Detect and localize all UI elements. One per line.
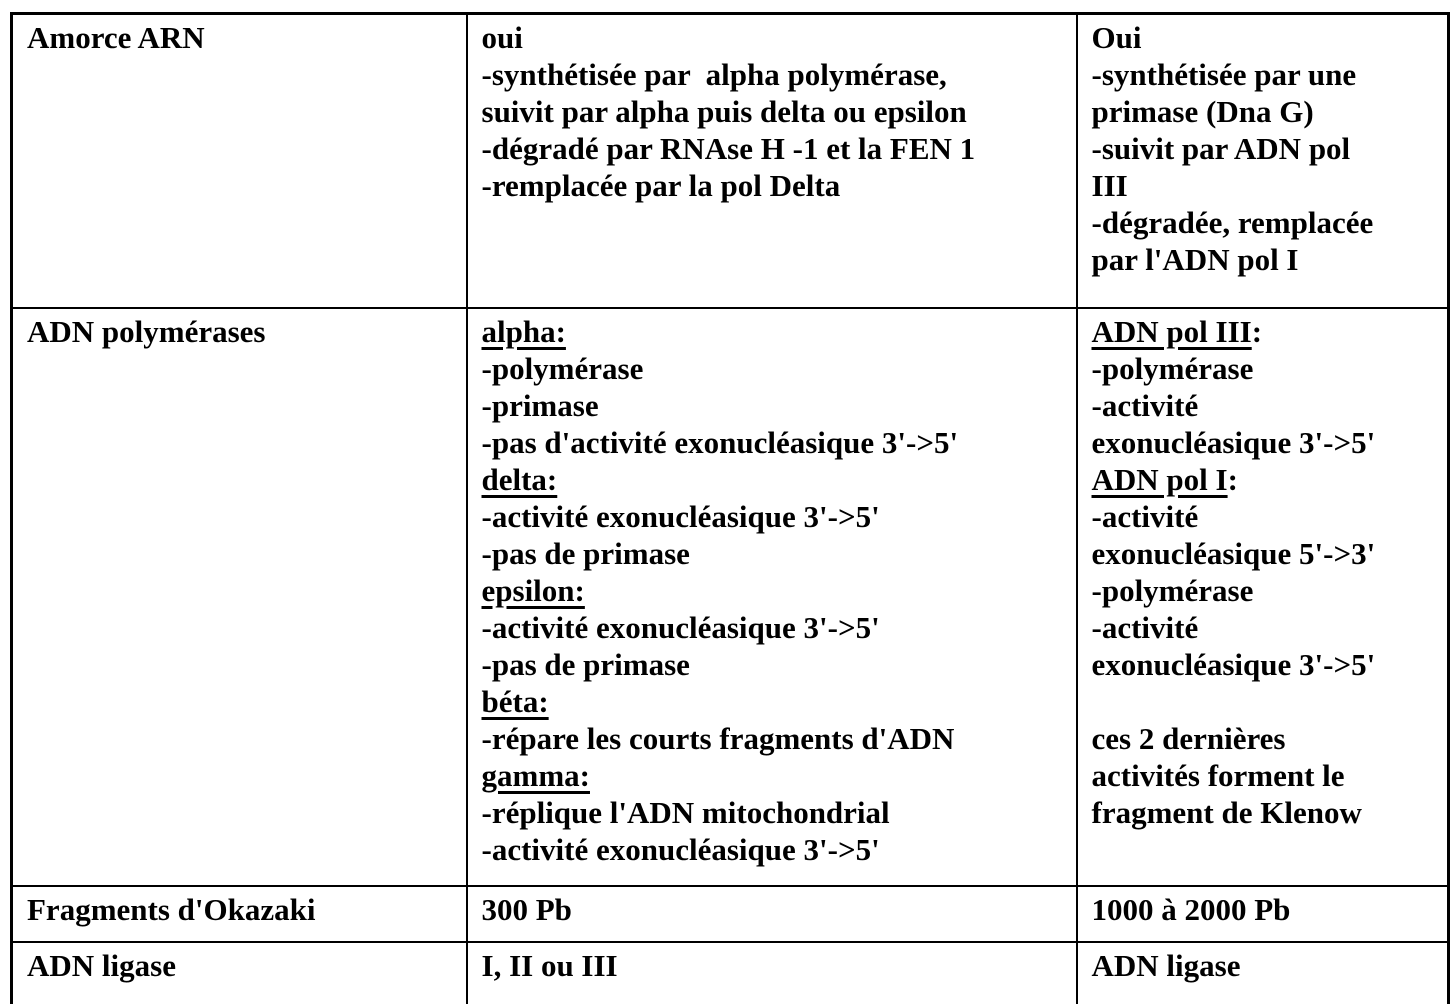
text-line: ADN ligase: [1091, 947, 1241, 983]
text-line: exonucléasique 3'->5': [1091, 646, 1376, 682]
text-line: alpha:: [481, 313, 566, 349]
text-line: oui: [481, 20, 523, 55]
text-line: III: [1091, 168, 1128, 203]
text-line: -polymérase: [1091, 350, 1254, 386]
col3-cell: [1077, 14, 1449, 308]
text-line: Fragments d'Okazaki: [27, 891, 316, 927]
text-line: exonucléasique 5'->3': [1091, 535, 1376, 571]
text-line: -pas d'activité exonucléasique 3'->5': [481, 424, 959, 460]
text-line: -polymérase: [481, 350, 644, 386]
text-line: ADN pol III:: [1091, 313, 1263, 349]
text-line: -polymérase: [1091, 572, 1254, 608]
text-line: ADN polymérases: [27, 313, 266, 349]
col2-cell: [467, 942, 1077, 1004]
text-line: ADN ligase: [27, 947, 176, 983]
row-label-cell: [12, 942, 467, 1004]
text-line: activités forment le: [1091, 757, 1345, 793]
col2-cell: [467, 886, 1077, 942]
row-amorce-arn: [12, 14, 1449, 308]
text-line: -remplacée par la pol Delta: [481, 168, 841, 203]
col3-cell: [1077, 308, 1449, 886]
text-line: -synthétisée par une: [1091, 57, 1357, 92]
text-line: gamma:: [481, 757, 590, 793]
text-line: ADN pol I:: [1091, 461, 1238, 497]
text-line: exonucléasique 3'->5': [1091, 424, 1376, 460]
text-line: -activité: [1091, 498, 1199, 534]
text-line: primase (Dna G): [1091, 94, 1314, 129]
text-line: -pas de primase: [481, 646, 690, 682]
text-line: -répare les courts fragments d'ADN: [481, 720, 955, 756]
text-line: -pas de primase: [481, 535, 690, 571]
text-line: -primase: [481, 387, 599, 423]
row-adn-polymerases: [12, 308, 1449, 886]
text-line: [1092, 683, 1434, 720]
text-line: -dégradé par RNAse H -1 et la FEN 1: [481, 131, 976, 166]
text-line: béta:: [481, 683, 549, 719]
text-line: Amorce ARN: [27, 20, 205, 55]
text-line: fragment de Klenow: [1091, 794, 1362, 830]
text-line: -activité exonucléasique 3'->5': [481, 609, 880, 645]
text-line: par l'ADN pol I: [1091, 242, 1299, 277]
text-line: -activité exonucléasique 3'->5': [481, 831, 880, 867]
replication-comparison-table: [10, 12, 1450, 1004]
row-fragments-okazaki: [12, 886, 1449, 942]
text-line: suivit par alpha puis delta ou epsilon: [481, 94, 967, 129]
col3-cell: [1077, 942, 1449, 1004]
row-label-cell: [12, 14, 467, 308]
text-line: -activité exonucléasique 3'->5': [481, 498, 880, 534]
text-line: Oui: [1091, 20, 1142, 55]
col2-cell: [467, 14, 1077, 308]
text-line: 1000 à 2000 Pb: [1091, 891, 1291, 927]
text-line: 300 Pb: [481, 891, 572, 927]
text-line: -réplique l'ADN mitochondrial: [481, 794, 890, 830]
col2-cell: [467, 308, 1077, 886]
text-line: -activité: [1091, 387, 1199, 423]
col3-cell: [1077, 886, 1449, 942]
text-line: -synthétisée par alpha polymérase,: [481, 57, 947, 92]
text-line: -suivit par ADN pol: [1091, 131, 1351, 166]
text-line: I, II ou III: [481, 947, 618, 983]
text-line: ces 2 dernières: [1091, 720, 1286, 756]
text-line: -activité: [1091, 609, 1199, 645]
text-line: -dégradée, remplacée: [1091, 205, 1374, 240]
text-line: delta:: [481, 461, 558, 497]
row-label-cell: [12, 308, 467, 886]
text-line: epsilon:: [481, 572, 585, 608]
row-label-cell: [12, 886, 467, 942]
row-adn-ligase: [12, 942, 1449, 1004]
